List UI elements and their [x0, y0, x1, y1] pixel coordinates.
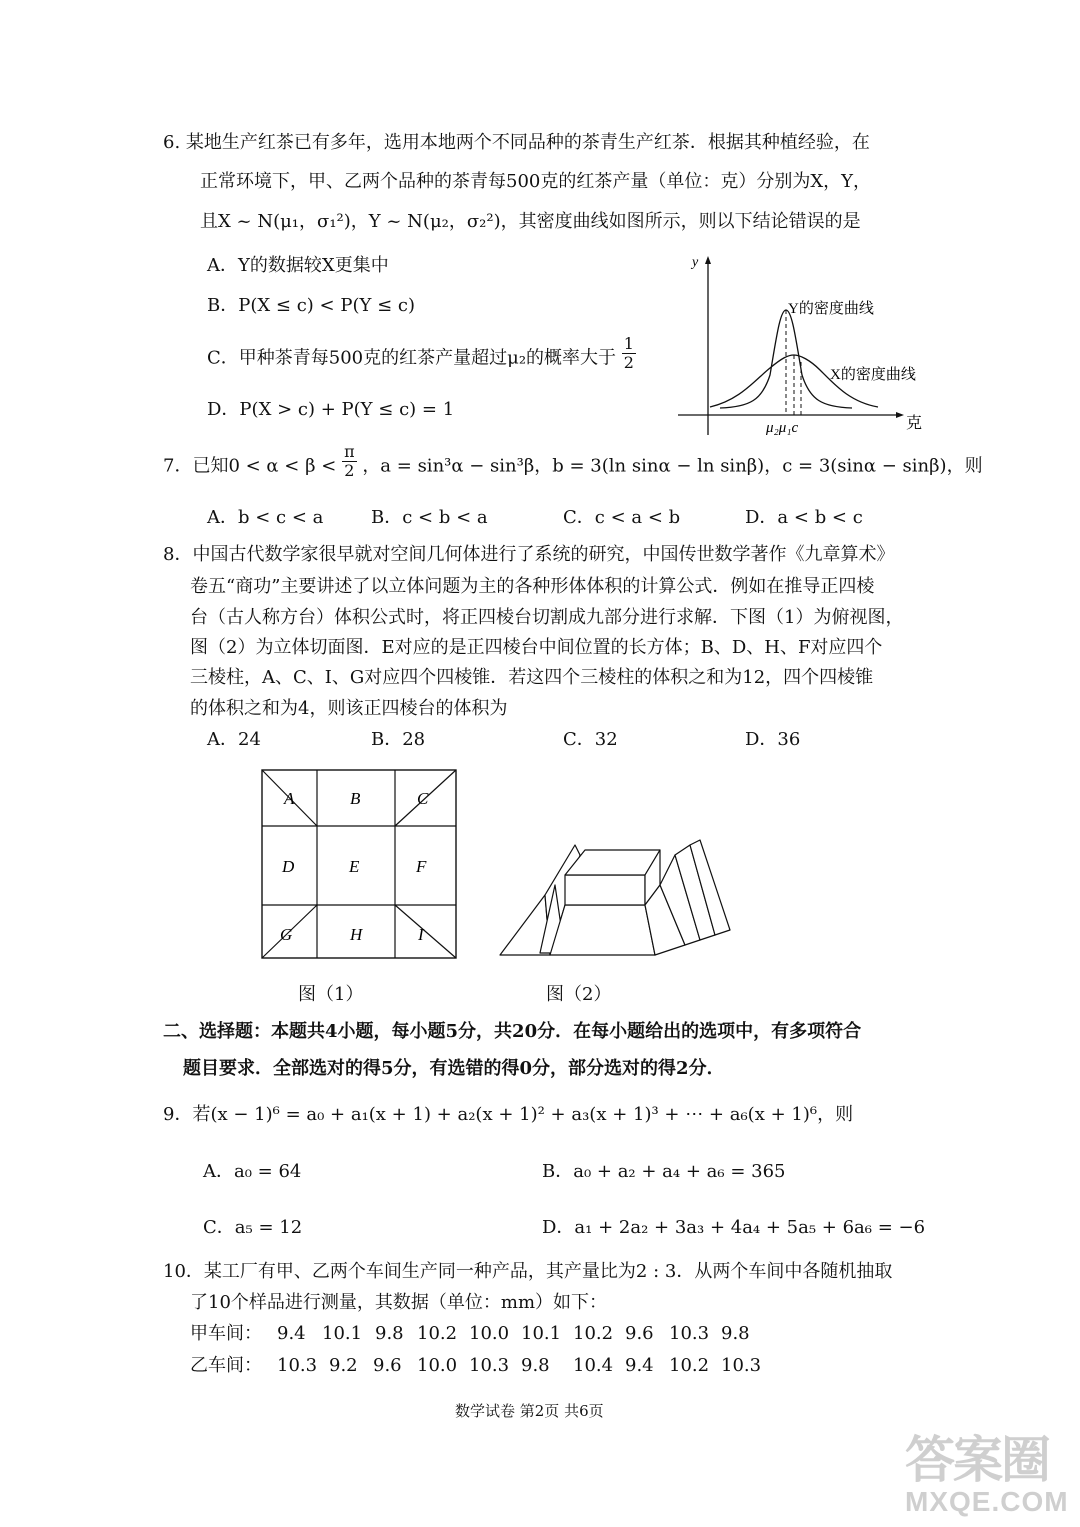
q7-option-b: B．c < b < a	[371, 507, 488, 528]
workshop-a-value: 9.8	[721, 1323, 750, 1344]
y-curve-label: Y的密度曲线	[788, 301, 874, 317]
fig1-caption: 图（1）	[298, 984, 364, 1005]
workshop-b-value: 10.3	[277, 1355, 318, 1376]
figure-1-top-view	[260, 768, 460, 962]
fig2-center-box-front	[565, 875, 645, 905]
q9-option-d: D．a₁ + 2a₂ + 3a₃ + 4a₄ + 5a₅ + 6a₆ = −6	[542, 1217, 926, 1238]
workshop-a-value: 10.2	[573, 1323, 614, 1344]
workshop-a-value: 9.8	[375, 1323, 404, 1344]
fig1-label-g: G	[280, 925, 293, 944]
workshop-b-value: 9.6	[373, 1355, 402, 1376]
q8-option-c: C．32	[563, 729, 618, 750]
q7-stem-b: ，a = sin³α − sin³β，b = 3(ln sinα − ln sinβ)，c = 3(sinα − sinβ)，则	[362, 455, 983, 477]
workshop-b-value: 10.4	[573, 1355, 614, 1376]
q8-line-2: 卷五“商功”主要讲述了以立体问题为主的各种形体体积的计算公式．例如在推导正四棱	[190, 576, 875, 597]
graph-x-label: 克	[906, 415, 923, 432]
workshop-b-value: 10.2	[669, 1355, 710, 1376]
watermark-text: 答案圈	[905, 1432, 1049, 1488]
workshop-a-value: 10.1	[521, 1323, 562, 1344]
q6-option-c-text: C．甲种茶青每500克的红茶产量超过μ₂的概率大于	[207, 347, 617, 369]
q6-option-c-fraction	[622, 335, 636, 372]
q8-line-6: 的体积之和为4，则该正四棱台的体积为	[190, 698, 508, 719]
q6-line-2: 正常环境下，甲、乙两个品种的茶青每500克的红茶产量（单位：克）分别为X，Y，	[200, 171, 872, 192]
q9-stem: 9．若(x − 1)⁶ = a₀ + a₁(x + 1) + a₂(x + 1)² + a₃(x + 1)³ + ⋯ + a₆(x + 1)⁶，则	[163, 1104, 854, 1125]
q7-option-d: D．a < b < c	[745, 507, 863, 528]
fig1-label-f: F	[416, 857, 427, 876]
q8-line-5: 三棱柱，A、C、I、G对应四个四棱锥．若这四个三棱柱的体积之和为12，四个四棱锥	[190, 667, 874, 688]
fig1-label-c: C	[417, 789, 429, 808]
density-curve-graph	[670, 250, 930, 440]
q8-line-3: 台（古人称方台）体积公式时，将正四棱台切割成九部分进行求解．下图（1）为俯视图，	[190, 607, 904, 628]
graph-tick-labels: μ₂μ₁c	[766, 420, 799, 436]
workshop-a-value: 10.0	[469, 1323, 510, 1344]
watermark-url: MXQE.COM	[905, 1486, 1069, 1517]
fig1-label-b: B	[350, 789, 361, 808]
fig1-diagonal	[395, 905, 456, 958]
workshop-a-value: 10.3	[669, 1323, 710, 1344]
q6-option-a: A．Y的数据较X更集中	[207, 255, 389, 276]
workshop-a-value: 10.2	[417, 1323, 458, 1344]
q6-option-c	[207, 334, 636, 372]
fig2-front-prism	[550, 905, 655, 955]
q8-option-d: D．36	[745, 729, 801, 750]
q6-line-1: 6. 某地生产红茶已有多年，选用本地两个不同品种的茶青生产红茶．根据其种植经验，在	[163, 132, 870, 153]
graph-y-arrow	[705, 256, 711, 264]
q8-line-1: 8．中国古代数学家很早就对空间几何体进行了系统的研究，中国传世数学著作《九章算术》	[163, 544, 895, 565]
fig1-label-h: H	[350, 925, 363, 944]
q7-pi-fraction	[342, 443, 357, 480]
fig1-label-d: D	[282, 857, 295, 876]
workshop-b-value: 9.4	[625, 1355, 654, 1376]
workshop-b-label: 乙车间：	[190, 1355, 262, 1376]
x-curve-label: X的密度曲线	[830, 367, 916, 383]
fig1-label-a: A	[284, 789, 295, 808]
q8-line-4: 图（2）为立体切面图．E对应的是正四棱台中间位置的长方体；B、D、H、F对应四个	[190, 637, 883, 658]
workshop-b-value: 9.2	[329, 1355, 358, 1376]
q6-option-d: D．P(X > c) + P(Y ≤ c) = 1	[207, 399, 455, 420]
q6-line-3: 且X ~ N(μ₁，σ₁²)，Y ~ N(μ₂，σ₂²)，其密度曲线如图所示，则以下结论错误的是	[200, 211, 861, 232]
fig1-label-e: E	[349, 857, 360, 876]
workshop-b-value: 10.0	[417, 1355, 458, 1376]
q10-line-2: 了10个样品进行测量，其数据（单位：mm）如下：	[190, 1292, 608, 1313]
q7-pi-num: π	[344, 442, 355, 461]
q7-stem	[163, 442, 983, 480]
q7-option-a: A．b < c < a	[207, 507, 324, 528]
workshop-a-value: 10.1	[322, 1323, 363, 1344]
q9-option-b: B．a₀ + a₂ + a₄ + a₆ = 365	[542, 1161, 786, 1182]
page-footer: 数学试卷 第2页 共6页	[455, 1402, 604, 1420]
q6-frac-num: 1	[623, 334, 634, 353]
section-2-line-1: 二、选择题：本题共4小题，每小题5分，共20分．在每小题给出的选项中，有多项符合	[163, 1021, 862, 1042]
workshop-a-value: 9.6	[625, 1323, 654, 1344]
workshop-b-value: 10.3	[721, 1355, 762, 1376]
q6-frac-den: 2	[623, 353, 634, 372]
fig2-caption: 图（2）	[546, 984, 612, 1005]
graph-x-arrow	[896, 412, 904, 418]
q9-option-c: C．a₅ = 12	[203, 1217, 303, 1238]
fig1-label-i: I	[418, 925, 424, 944]
q7-stem-a: 7．已知0 < α < β <	[163, 455, 337, 477]
q8-option-a: A．24	[207, 729, 261, 750]
q7-pi-den: 2	[344, 461, 355, 480]
workshop-b-value: 10.3	[469, 1355, 510, 1376]
q7-option-c: C．c < a < b	[563, 507, 681, 528]
workshop-a-value: 9.4	[277, 1323, 306, 1344]
workshop-b-value: 9.8	[521, 1355, 550, 1376]
q6-option-b: B．P(X ≤ c) < P(Y ≤ c)	[207, 295, 415, 316]
workshop-a-label: 甲车间：	[190, 1323, 262, 1344]
q9-option-a: A．a₀ = 64	[203, 1161, 302, 1182]
q8-option-b: B．28	[371, 729, 426, 750]
graph-y-label: y	[692, 255, 699, 270]
q10-line-1: 10．某工厂有甲、乙两个车间生产同一种产品，其产量比为2 : 3．从两个车间中各随机抽取	[163, 1261, 893, 1282]
section-2-line-2: 题目要求．全部选对的得5分，有选错的得0分，部分选对的得2分．	[183, 1058, 725, 1079]
figure-2-3d-view	[495, 835, 745, 960]
